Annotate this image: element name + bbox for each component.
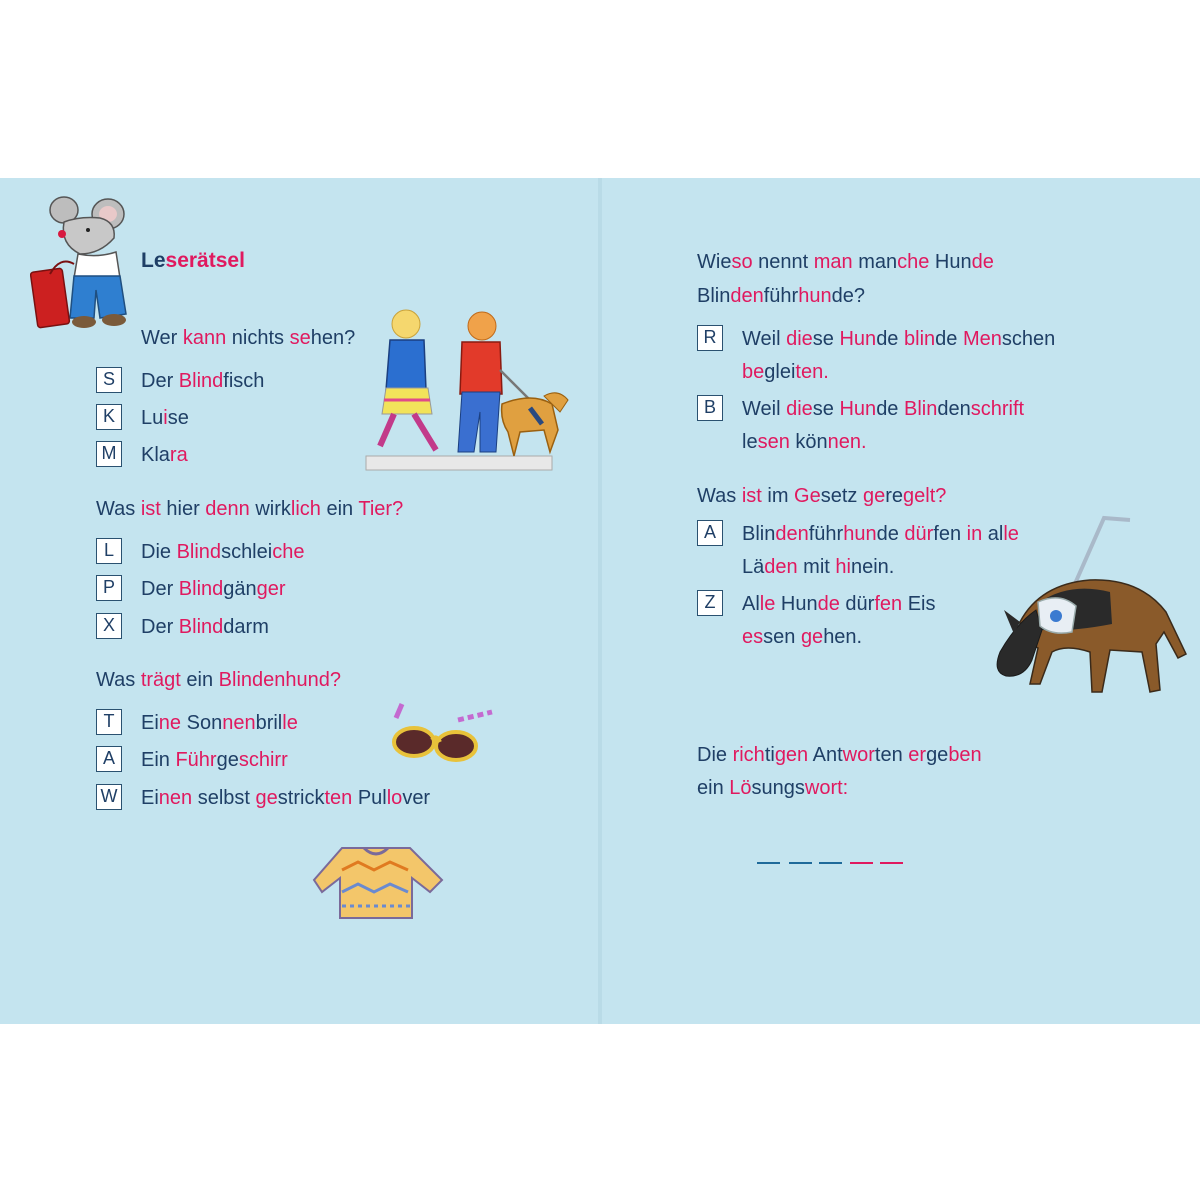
syllable: serätsel: [165, 249, 245, 272]
syllable: führ: [763, 285, 799, 307]
syllable: lich: [290, 498, 321, 520]
answer-letter-box: R: [697, 325, 723, 351]
syllable: hier: [160, 498, 206, 520]
answer-letter-box: A: [96, 746, 122, 772]
syllable: Ge: [794, 485, 821, 507]
answer-letter-box: P: [96, 575, 122, 601]
syllable: de: [876, 398, 904, 420]
answer-letter-box: Z: [697, 590, 723, 616]
syllable: Blind: [176, 541, 222, 563]
syllable: Ei: [141, 712, 159, 734]
syllable: Wer: [141, 327, 183, 349]
syllable: hen?: [310, 327, 356, 349]
syllable: gen: [774, 744, 809, 766]
syllable: ge: [255, 787, 278, 809]
syllable: ra: [169, 444, 188, 466]
syllable: gelt?: [903, 485, 947, 507]
syllable: rich: [732, 744, 765, 766]
syllable: lo: [386, 787, 403, 809]
syllable: le: [1003, 523, 1019, 545]
syllable: man: [852, 251, 898, 273]
syllable: se: [812, 328, 840, 350]
syllable: Lu: [141, 407, 164, 429]
solution-blank-3: [819, 862, 842, 864]
syllable: nen: [222, 712, 256, 734]
answer-letter-box: A: [697, 520, 723, 546]
syllable: gän: [223, 578, 257, 600]
syllable: che: [272, 541, 305, 563]
syllable: Blind: [178, 616, 224, 638]
syllable: de: [876, 328, 904, 350]
syllable: wort:: [804, 777, 849, 799]
question-4-line-1: [697, 250, 994, 274]
syllable: sungs: [751, 777, 805, 799]
syllable: Eis: [902, 593, 936, 615]
syllable: Blinden: [218, 669, 286, 691]
answer-option-r-line-2: [742, 360, 829, 384]
question-1: [141, 326, 355, 350]
syllable: ist: [140, 498, 161, 520]
syllable: bril: [255, 712, 283, 734]
answer-option-x: [141, 615, 269, 639]
syllable: de: [876, 523, 905, 545]
answer-letter-box: K: [96, 404, 122, 430]
answer-option-a-line-2: [742, 555, 894, 579]
question-5: [697, 484, 946, 508]
syllable: ten: [874, 744, 909, 766]
syllable: Ein: [141, 749, 176, 771]
question-3: [96, 668, 341, 692]
solution-blank-4: [850, 862, 873, 864]
question-4-line-2: [697, 284, 865, 308]
syllable: die: [786, 328, 813, 350]
syllable: hun: [843, 523, 877, 545]
syllable: se: [812, 398, 840, 420]
syllable: in: [966, 523, 983, 545]
syllable: Ei: [141, 787, 159, 809]
knitted-sweater-illustration: [312, 840, 446, 924]
syllable: so: [731, 251, 753, 273]
syllable: man: [813, 251, 853, 273]
syllable: kön: [789, 431, 828, 453]
syllable: hund?: [285, 669, 342, 691]
syllable: ist: [741, 485, 762, 507]
syllable: ein: [320, 498, 359, 520]
answer-option-b-line-1: [742, 397, 1024, 421]
syllable: Son: [181, 712, 223, 734]
syllable: setz: [820, 485, 863, 507]
syllable: de: [817, 593, 840, 615]
solution-prompt-line-2: [697, 776, 848, 800]
answer-option-p: [141, 577, 286, 601]
syllable: Le: [141, 249, 166, 272]
syllable: de: [935, 328, 963, 350]
syllable: Der: [141, 578, 179, 600]
answer-option-b-line-2: [742, 430, 867, 454]
syllable: Blin: [904, 398, 938, 420]
syllable: Weil: [742, 398, 787, 420]
syllable: kann: [182, 327, 227, 349]
syllable: schirr: [238, 749, 288, 771]
syllable: ti: [764, 744, 775, 766]
syllable: al: [982, 523, 1004, 545]
syllable: glei: [764, 361, 796, 383]
syllable: Lä: [742, 556, 765, 578]
syllable: trägt: [140, 669, 181, 691]
syllable: die: [786, 398, 813, 420]
syllable: mit: [797, 556, 836, 578]
answer-option-l: [141, 540, 304, 564]
syllable: Hun: [929, 251, 972, 273]
answer-option-s: [141, 369, 264, 393]
answer-letter-box: X: [96, 613, 122, 639]
syllable: ein: [180, 669, 219, 691]
syllable: nein.: [850, 556, 895, 578]
syllable: fen: [874, 593, 903, 615]
syllable: es: [742, 626, 764, 648]
syllable: hun: [798, 285, 832, 307]
syllable: ten.: [795, 361, 829, 383]
syllable: Der: [141, 616, 179, 638]
syllable: Weil: [742, 328, 787, 350]
syllable: ge: [926, 744, 949, 766]
syllable: ben: [948, 744, 982, 766]
answer-option-z-line-1: [742, 592, 936, 616]
syllable: ten: [324, 787, 353, 809]
syllable: de?: [831, 285, 865, 307]
answer-letter-box: T: [96, 709, 122, 735]
syllable: dür: [904, 523, 934, 545]
syllable: Wie: [697, 251, 732, 273]
syllable: den: [775, 523, 809, 545]
syllable: se: [289, 327, 311, 349]
syllable: dür: [839, 593, 875, 615]
syllable: le: [742, 431, 758, 453]
syllable: Tier?: [358, 498, 404, 520]
syllable: nen: [158, 787, 193, 809]
syllable: le: [759, 593, 776, 615]
syllable: Hun: [839, 398, 877, 420]
syllable: ne: [158, 712, 182, 734]
syllable: ein: [697, 777, 730, 799]
syllable: nichts: [226, 327, 290, 349]
syllable: ver: [402, 787, 431, 809]
girls-with-guide-dog-illustration: [362, 300, 574, 478]
syllable: hi: [835, 556, 851, 578]
syllable: darm: [223, 616, 269, 638]
syllable: strick: [277, 787, 325, 809]
syllable: nen.: [827, 431, 867, 453]
syllable: ge: [862, 485, 886, 507]
syllable: selbst: [192, 787, 256, 809]
syllable: Der: [141, 370, 179, 392]
syllable: fen: [933, 523, 967, 545]
answer-option-r-line-1: [742, 327, 1055, 351]
syllable: blin: [904, 328, 936, 350]
syllable: ge: [800, 626, 824, 648]
syllable: fisch: [223, 370, 265, 392]
syllable: Kla: [141, 444, 170, 466]
syllable: nennt: [752, 251, 814, 273]
syllable: sen: [763, 626, 801, 648]
answer-option-a: [141, 748, 288, 772]
syllable: im: [761, 485, 795, 507]
answer-option-k: [141, 406, 189, 430]
answer-option-z-line-2: [742, 625, 862, 649]
syllable: den: [937, 398, 971, 420]
syllable: sen: [757, 431, 790, 453]
syllable: Hun: [775, 593, 818, 615]
question-2: [96, 497, 403, 521]
syllable: den: [730, 285, 764, 307]
sunglasses-illustration: [388, 702, 500, 764]
syllable: wirk: [249, 498, 291, 520]
syllable: Blind: [178, 370, 224, 392]
syllable: den: [764, 556, 798, 578]
syllable: Was: [96, 498, 141, 520]
syllable: Hun: [839, 328, 877, 350]
syllable: Führ: [175, 749, 217, 771]
solution-blank-5: [880, 862, 903, 864]
syllable: i: [163, 407, 168, 429]
syllable: Men: [962, 328, 1002, 350]
syllable: schen: [1001, 328, 1056, 350]
syllable: Die: [697, 744, 733, 766]
syllable: Was: [697, 485, 742, 507]
page-gutter: [598, 178, 602, 1024]
syllable: de: [971, 251, 994, 273]
syllable: Blin: [697, 285, 731, 307]
answer-option-m: [141, 443, 188, 467]
syllable: Ant: [808, 744, 843, 766]
solution-blank-1: [757, 862, 780, 864]
syllable: se: [167, 407, 189, 429]
syllable: Pul: [352, 787, 387, 809]
syllable: er: [908, 744, 927, 766]
answer-letter-box: S: [96, 367, 122, 393]
syllable: be: [742, 361, 765, 383]
syllable: schrift: [970, 398, 1025, 420]
syllable: Blin: [742, 523, 776, 545]
puzzle-title: [141, 249, 245, 273]
answer-letter-box: M: [96, 441, 122, 467]
solution-blank-2: [789, 862, 812, 864]
syllable: führ: [808, 523, 844, 545]
syllable: re: [885, 485, 904, 507]
syllable: le: [282, 712, 298, 734]
syllable: Blind: [178, 578, 224, 600]
syllable: wor: [842, 744, 875, 766]
syllable: schlei: [221, 541, 273, 563]
syllable: Lö: [729, 777, 752, 799]
syllable: Al: [742, 593, 760, 615]
answer-option-a-line-1: [742, 522, 1019, 546]
answer-letter-box: B: [697, 395, 723, 421]
syllable: Die: [141, 541, 177, 563]
syllable: che: [897, 251, 930, 273]
answer-option-w: [141, 786, 430, 810]
syllable: hen.: [823, 626, 863, 648]
solution-prompt-line-1: [697, 743, 982, 767]
syllable: denn: [205, 498, 250, 520]
answer-option-t: [141, 711, 298, 735]
syllable: Was: [96, 669, 141, 691]
syllable: ge: [216, 749, 239, 771]
mouse-mascot-illustration: [30, 192, 136, 334]
answer-letter-box: L: [96, 538, 122, 564]
syllable: ger: [256, 578, 286, 600]
answer-letter-box: W: [96, 784, 122, 810]
